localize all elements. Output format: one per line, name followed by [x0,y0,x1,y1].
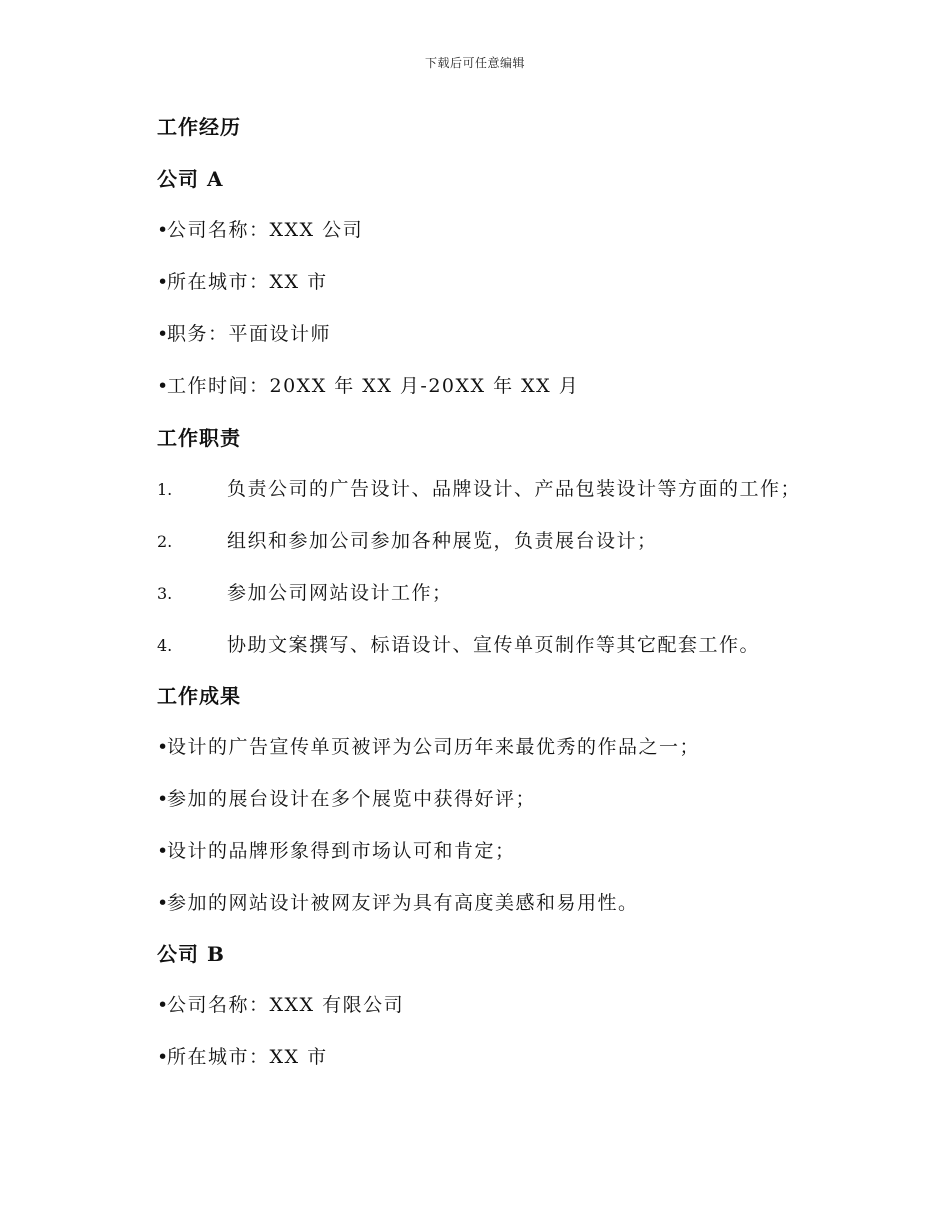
achievement-item-4 [157,890,639,916]
bullet-icon: • [157,271,170,293]
section-heading-experience: 工作经历 [157,115,241,139]
bullet-icon: • [157,788,170,810]
duty-number: 4. [157,636,173,655]
duty-item-4 [157,632,760,659]
company-b-name-text: 公司名称：XXX 有限公司 [167,994,405,1016]
achievement-text: 参加的网站设计被网友评为具有高度美感和易用性。 [167,892,639,914]
bullet-icon: • [157,736,170,758]
bullet-icon: • [157,219,170,241]
bullet-icon: • [157,323,170,345]
company-a-city-text: 所在城市：XX 市 [167,271,328,293]
company-a-period [157,373,579,399]
company-a-position [157,321,331,347]
company-b-name [157,992,404,1018]
company-b-city-text: 所在城市：XX 市 [167,1046,328,1068]
achievement-item-1 [157,734,700,760]
duty-text: 组织和参加公司参加各种展览，负责展台设计； [227,530,658,552]
achievements-heading: 工作成果 [157,684,241,708]
company-b-city [157,1044,328,1070]
bullet-icon: • [157,840,170,862]
duty-number: 3. [157,584,173,603]
achievement-text: 参加的展台设计在多个展览中获得好评； [167,788,537,810]
duty-item-1 [157,476,801,503]
duty-text: 参加公司网站设计工作； [227,582,453,604]
duty-text: 负责公司的广告设计、品牌设计、产品包装设计等方面的工作； [227,478,802,500]
company-a-position-text: 职务：平面设计师 [167,323,332,345]
duty-item-3 [157,580,453,607]
company-a-period-text: 工作时间：20XX 年 XX 月-20XX 年 XX 月 [167,375,580,397]
bullet-icon: • [157,994,170,1016]
duty-number: 2. [157,532,173,551]
company-a-name [157,217,363,243]
achievement-text: 设计的品牌形象得到市场认可和肯定； [167,840,516,862]
achievement-text: 设计的广告宣传单页被评为公司历年来最优秀的作品之一； [167,736,701,758]
duty-text: 协助文案撰写、标语设计、宣传单页制作等其它配套工作。 [227,634,761,656]
duties-heading: 工作职责 [157,426,241,450]
company-a-heading: 公司 A [157,167,224,191]
bullet-icon: • [157,1046,170,1068]
company-a-city [157,269,328,295]
achievement-item-2 [157,786,536,812]
duty-number: 1. [157,480,173,499]
bullet-icon: • [157,375,170,397]
company-a-name-text: 公司名称：XXX 公司 [167,219,364,241]
bullet-icon: • [157,892,170,914]
company-b-heading: 公司 B [157,942,225,966]
achievement-item-3 [157,838,516,864]
duty-item-2 [157,528,658,555]
header-note: 下载后可任意编辑 [424,56,525,70]
